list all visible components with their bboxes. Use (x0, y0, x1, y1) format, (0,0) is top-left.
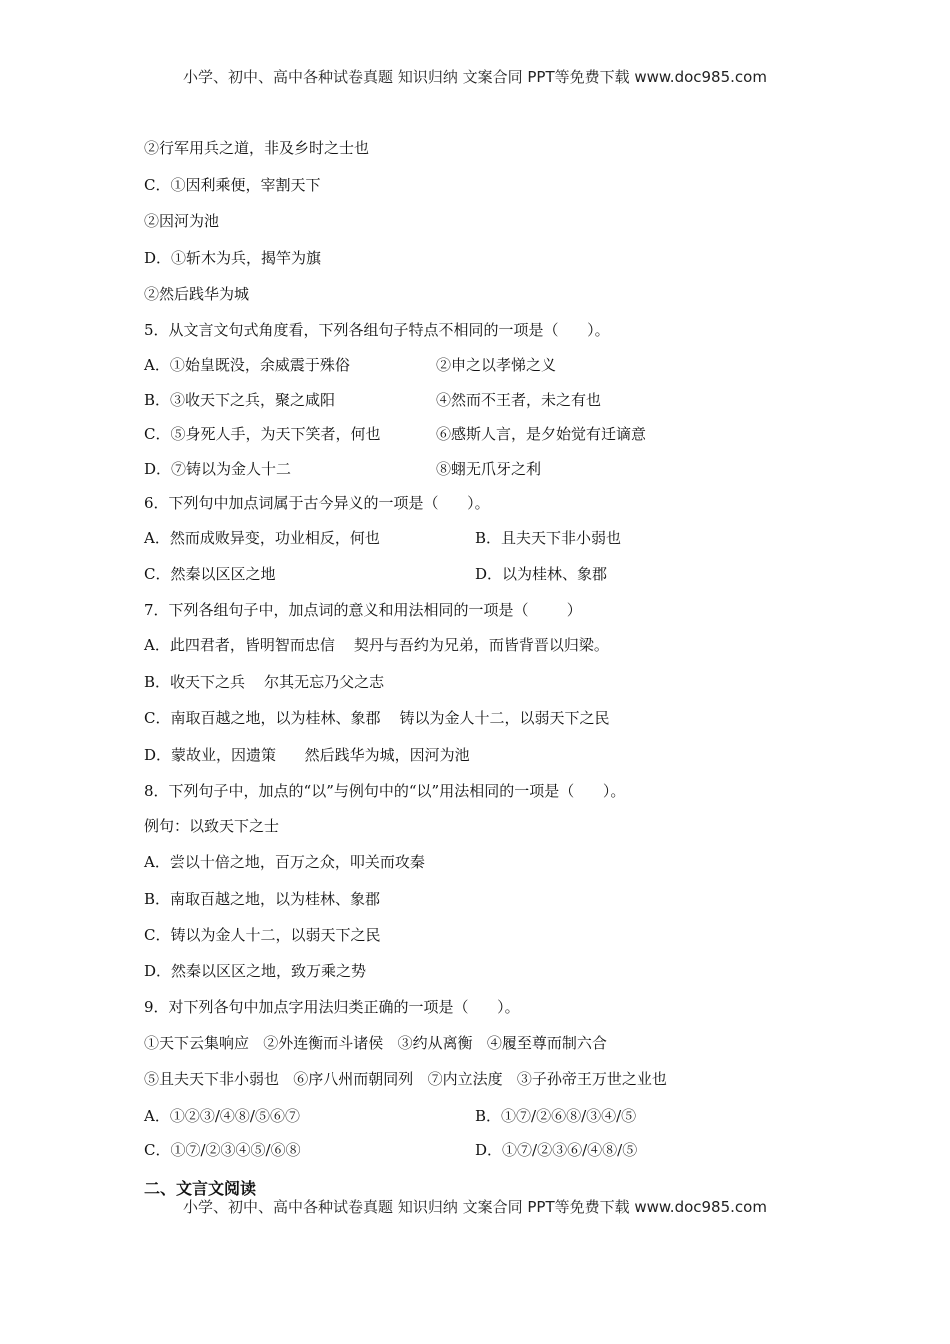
q7-stem: 7．下列各组句子中，加点词的意义和用法相同的一项是（ ） (144, 601, 582, 619)
q5-option-d-right: ⑧蛡无爪牙之利 (436, 460, 542, 478)
q4-option-d2: ②然后践华为城 (144, 285, 250, 303)
q8-option-c: C．铸以为金人十二，以弱天下之民 (144, 926, 381, 944)
q5-stem: 5．从文言文句式角度看，下列各组句子特点不相同的一项是（ ）。 (144, 321, 610, 339)
q9-items-row-1: ①天下云集响应 ②外连衡而斗诸侯 ③约从离衡 ④履至尊而制六合 (144, 1034, 607, 1052)
q5-option-a-right: ②申之以孝悌之义 (436, 356, 557, 374)
q5-option-b-right: ④然而不王者，未之有也 (436, 391, 602, 409)
q6-stem: 6．下列句中加点词属于古今异义的一项是（ ）。 (144, 494, 490, 512)
q7-option-b: B．收天下之兵 尔其无忘乃父之志 (144, 673, 385, 691)
q8-option-a: A．尝以十倍之地，百万之众，叩关而攻秦 (144, 853, 425, 871)
q7-option-c: C．南取百越之地，以为桂林、象郡 铸以为金人十二，以弱天下之民 (144, 709, 610, 727)
q9-option-d: D．①⑦/②③⑥/④⑧/⑤ (475, 1141, 638, 1159)
q9-option-c: C．①⑦/②③④⑤/⑥⑧ (144, 1141, 301, 1159)
q5-option-c-left: C．⑤身死人手，为天下笑者，何也 (144, 425, 381, 443)
q5-option-d-left: D．⑦铸以为金人十二 (144, 460, 292, 478)
q4-option-c2: ②因河为池 (144, 212, 220, 230)
q8-example: 例句：以致天下之士 (144, 817, 280, 835)
q4-option-b2: ②行军用兵之道，非及乡时之士也 (144, 139, 370, 157)
q9-items-row-2: ⑤且夫天下非小弱也 ⑥序八州而朝同列 ⑦内立法度 ③子孙帝王万世之业也 (144, 1070, 667, 1088)
q6-option-a: A．然而成败异变，功业相反，何也 (144, 529, 380, 547)
section-heading: 二、文言文阅读 (144, 1179, 257, 1198)
page-footer-banner: 小学、初中、高中各种试卷真题 知识归纳 文案合同 PPT等免费下载 www.doc985.com (183, 1198, 767, 1216)
q8-option-b: B．南取百越之地，以为桂林、象郡 (144, 890, 381, 908)
q7-option-d: D．蒙故业，因遗策 然后践华为城，因河为池 (144, 746, 470, 764)
q9-option-b: B．①⑦/②⑥⑧/③④/⑤ (475, 1107, 637, 1125)
q5-option-a-left: A．①始皇既没，余威震于殊俗 (144, 356, 350, 374)
q5-option-c-right: ⑥感斯人言，是夕始觉有迁谪意 (436, 425, 647, 443)
q6-option-d: D．以为桂林、象郡 (475, 565, 608, 583)
q4-option-d1: D．①斩木为兵，揭竿为旗 (144, 249, 322, 267)
q5-option-b-left: B．③收天下之兵，聚之咸阳 (144, 391, 336, 409)
page-header-banner: 小学、初中、高中各种试卷真题 知识归纳 文案合同 PPT等免费下载 www.doc985.com (183, 68, 767, 86)
q9-stem: 9．对下列各句中加点字用法归类正确的一项是（ ）。 (144, 998, 520, 1016)
q8-stem: 8．下列句子中，加点的“以”与例句中的“以”用法相同的一项是（ ）。 (144, 782, 626, 800)
q7-option-a: A．此四君者，皆明智而忠信 契丹与吾约为兄弟，而皆背晋以归梁。 (144, 636, 609, 654)
q8-option-d: D．然秦以区区之地，致万乘之势 (144, 962, 367, 980)
q6-option-c: C．然秦以区区之地 (144, 565, 276, 583)
q6-option-b: B．且夫天下非小弱也 (475, 529, 622, 547)
q4-option-c1: C．①因利乘便，宰割天下 (144, 176, 321, 194)
q9-option-a: A．①②③/④⑧/⑤⑥⑦ (144, 1107, 300, 1125)
